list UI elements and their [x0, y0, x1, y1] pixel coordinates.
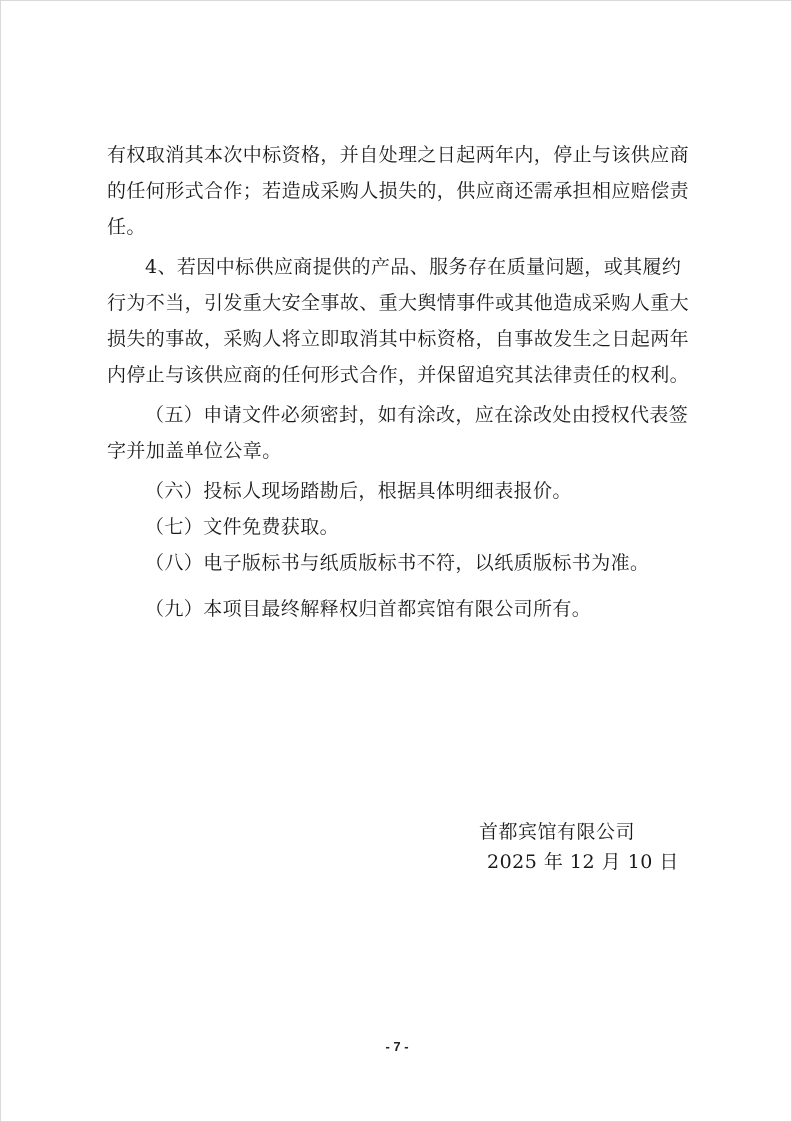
paragraph-section-7: （七）文件免费获取。 — [145, 516, 340, 538]
paragraph-section-8: （八）电子版标书与纸质版标书不符，以纸质版标书为准。 — [145, 552, 650, 574]
paragraph-continuation: 有权取消其本次中标资格，并自处理之日起两年内，停止与该供应商的任何形式合作；若造成采购人损失的，供应商还需承担相应赔偿责任。 — [107, 144, 690, 238]
paragraph-section-9: （九）本项目最终解释权归首都宾馆有限公司所有。 — [145, 598, 592, 620]
page-number: - 7 - — [385, 1039, 409, 1054]
paragraph-item-4: 4、若因中标供应商提供的产品、服务存在质量问题，或其履约行为不当，引发重大安全事故、重大舆情事件或其他造成采购人重大损失的事故，采购人将立即取消其中标资格，自事故发生之日起两年内停止与该供应商的任何形式合作，并保留追究其法律责任的权利。 — [107, 256, 690, 386]
document-body — [107, 137, 697, 627]
signature-block — [479, 817, 679, 877]
signature-company: 首都宾馆有限公司 — [479, 821, 636, 843]
paragraph-section-6: （六）投标人现场踏勘后，根据具体明细表报价。 — [145, 480, 572, 502]
paragraph-section-5: （五）申请文件必须密封，如有涂改，应在涂改处由授权代表签字并加盖单位公章。 — [107, 404, 689, 462]
signature-date: 2025 年 12 月 10 日 — [487, 851, 679, 873]
